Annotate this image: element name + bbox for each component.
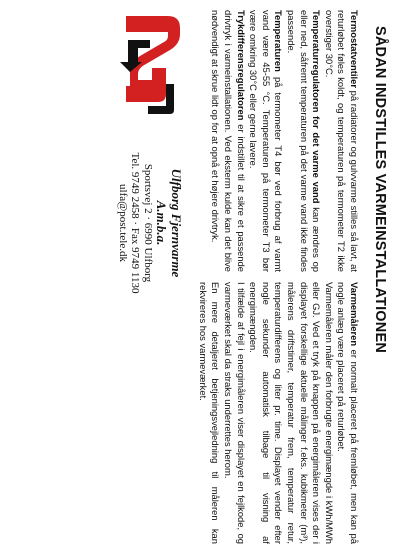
paragraph-trykdifferensregulator [209,10,247,272]
paragraph-text: på radiatorer og gulvvarme stilles så lavt, at returløbet føles koldt, og temperaturen på termometer T2 ikke overstiger 30°C. [323,10,360,272]
paragraph-vejledning [196,282,221,544]
paragraph-termostatventiler [322,10,360,272]
ulfborg-fjernvarme-logo-icon [118,10,188,118]
paragraph-lead: Trykdifferensregulatoren [235,10,247,121]
company-address: Sportsvej 2 · 6990 Ulfborg [142,163,154,283]
paragraph-text: er normalt placeret på fremløbet, men kan på nogle anlæg være placeret på returløbet. [336,282,360,544]
left-column [209,10,360,272]
paragraph-varmemaaleren [335,282,360,544]
company-info [117,148,185,298]
paragraph-fejl [221,282,246,544]
paragraph-lead: Temperaturregulatoren for det varme vand [311,10,323,204]
paragraph-text: I tilfælde af fejl i energimåleren viser displayet en fejlkode, og varmeværket skal da straks underrettes herom. [223,282,247,544]
paragraph-text: Varmemåleren måler den forbrugte energimængde i kWh/MWh eller GJ. Ved et tryk på knappen på energimåleren vises der i displayet forskellige aktuelle målinger f.eks. kubikmeter (m³), målerens driftstimer, temperatur frem, temperatur retur, temperaturdifferens og liter pr. time. Displayet vender efter nogle sekunder automatisk tilbage til visning af energimængden. [248,282,335,544]
paragraph-temperaturregulator [284,10,322,272]
paragraph-lead: Varmemåleren [349,282,360,347]
page-title: SÅDAN INDSTILLES VARMEINSTALLATIONEN [372,26,388,353]
right-column [196,282,360,544]
company-email: ulfa@post.tele.dk [117,184,129,262]
company-name: Ulfborg Fjernvarme A.m.b.a. [154,168,184,278]
paragraph-text: kan ændres op eller ned, såfremt temperaturen på det varme vand ikke findes passende. [286,10,323,273]
paragraph-maaling [247,282,335,544]
paragraph-lead: Temperaturen [273,10,285,72]
company-phone: Tel. 9749 2458 · Fax 9749 1130 [129,152,142,294]
paragraph-text: En mere detaljeret betjeningsvejledning til måleren kan rekvireres hos varmeværket. [197,282,222,544]
paragraph-text: på termometer T4 bør ved forbrug af varmt vand være 45-55 °C. Temperaturen på termometer T3 bør være omkring 30°C eller gerne lavere. [248,10,285,272]
paragraph-temperaturen [247,10,285,272]
paragraph-lead: Termostatventiler [349,10,360,88]
paragraph-text: er indstillet til at sikre et passende drivtryk i varmeinstallationen. Ved eksterm kulde kan det blive nødvendigt at skrue lidt op for at opnå et højere drivtryk. [210,10,247,272]
